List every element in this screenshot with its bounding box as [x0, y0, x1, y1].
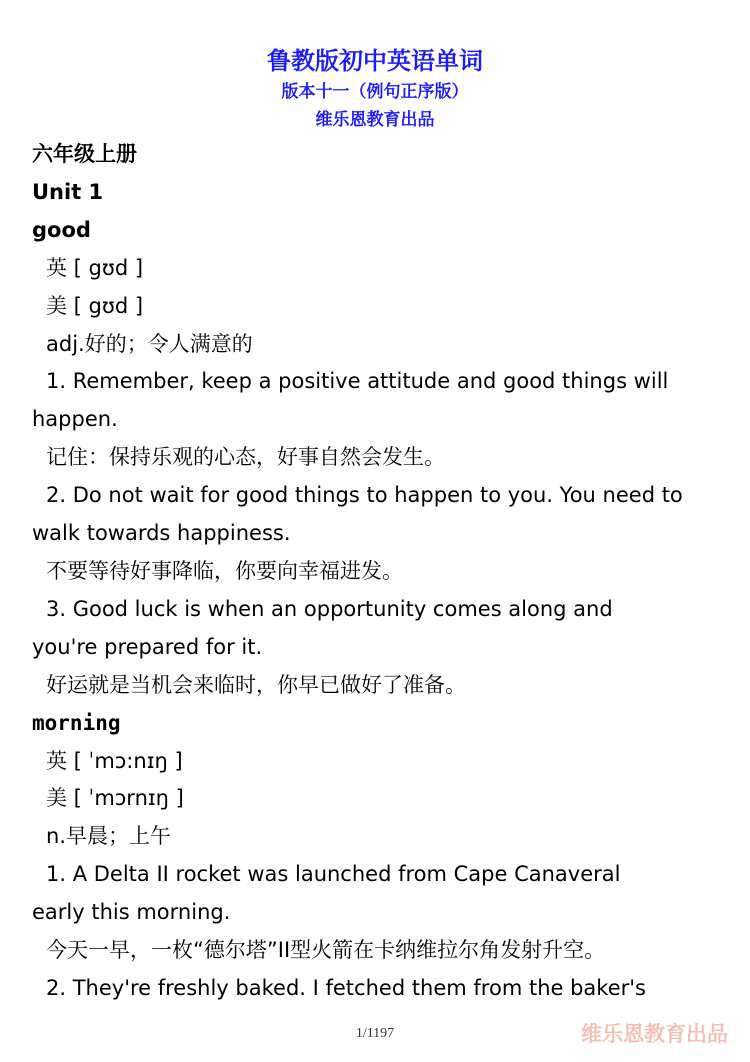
- example-english-line: 2. Do not wait for good things to happen to you. You need to: [46, 483, 683, 508]
- example-english-line: 1. A Delta II rocket was launched from Cape Canaveral: [46, 862, 621, 887]
- example-english-line: 2. They're freshly baked. I fetched them from the baker's: [46, 975, 646, 1000]
- page-number: 1/1197: [355, 1026, 395, 1041]
- example-english-continuation: walk towards happiness.: [32, 521, 291, 546]
- document-publisher: 维乐恩教育出品: [315, 110, 435, 130]
- example-chinese: 今天一早，一枚“德尔塔”II型火箭在卡纳维拉尔角发射升空。: [46, 938, 606, 963]
- example-chinese: 记住：保持乐观的心态，好事自然会发生。: [46, 445, 445, 470]
- word-heading: morning: [32, 710, 121, 735]
- example-english-line: 1. Remember, keep a positive attitude and good things will: [46, 369, 669, 394]
- word-meaning: adj.好的；令人满意的: [46, 331, 253, 356]
- document-body: [32, 136, 732, 1008]
- document-subtitle: 版本十一（例句正序版）: [281, 82, 469, 102]
- publisher-watermark: 维乐恩教育出品: [581, 1022, 728, 1046]
- example-english-continuation: happen.: [32, 407, 118, 432]
- unit-heading: Unit 1: [32, 179, 104, 204]
- us-pronunciation: 美 [ gʊd ]: [46, 293, 144, 318]
- document-title: 鲁教版初中英语单词: [267, 47, 483, 75]
- word-heading: good: [32, 217, 91, 242]
- example-english-continuation: you're prepared for it.: [32, 634, 263, 659]
- uk-pronunciation: 英 [ gʊd ]: [46, 255, 144, 280]
- uk-pronunciation: 英 [ ˈmɔ:nɪŋ ]: [46, 748, 183, 773]
- example-chinese: 好运就是当机会来临时，你早已做好了准备。: [46, 672, 466, 697]
- word-meaning: n.早晨；上午: [46, 824, 171, 849]
- us-pronunciation: 美 [ ˈmɔrnɪŋ ]: [46, 786, 184, 811]
- document-header: [0, 44, 750, 134]
- example-chinese: 不要等待好事降临，你要向幸福进发。: [46, 558, 403, 583]
- grade-heading: 六年级上册: [32, 142, 137, 166]
- example-english-line: 3. Good luck is when an opportunity comes along and: [46, 596, 613, 621]
- example-english-continuation: early this morning.: [32, 900, 231, 925]
